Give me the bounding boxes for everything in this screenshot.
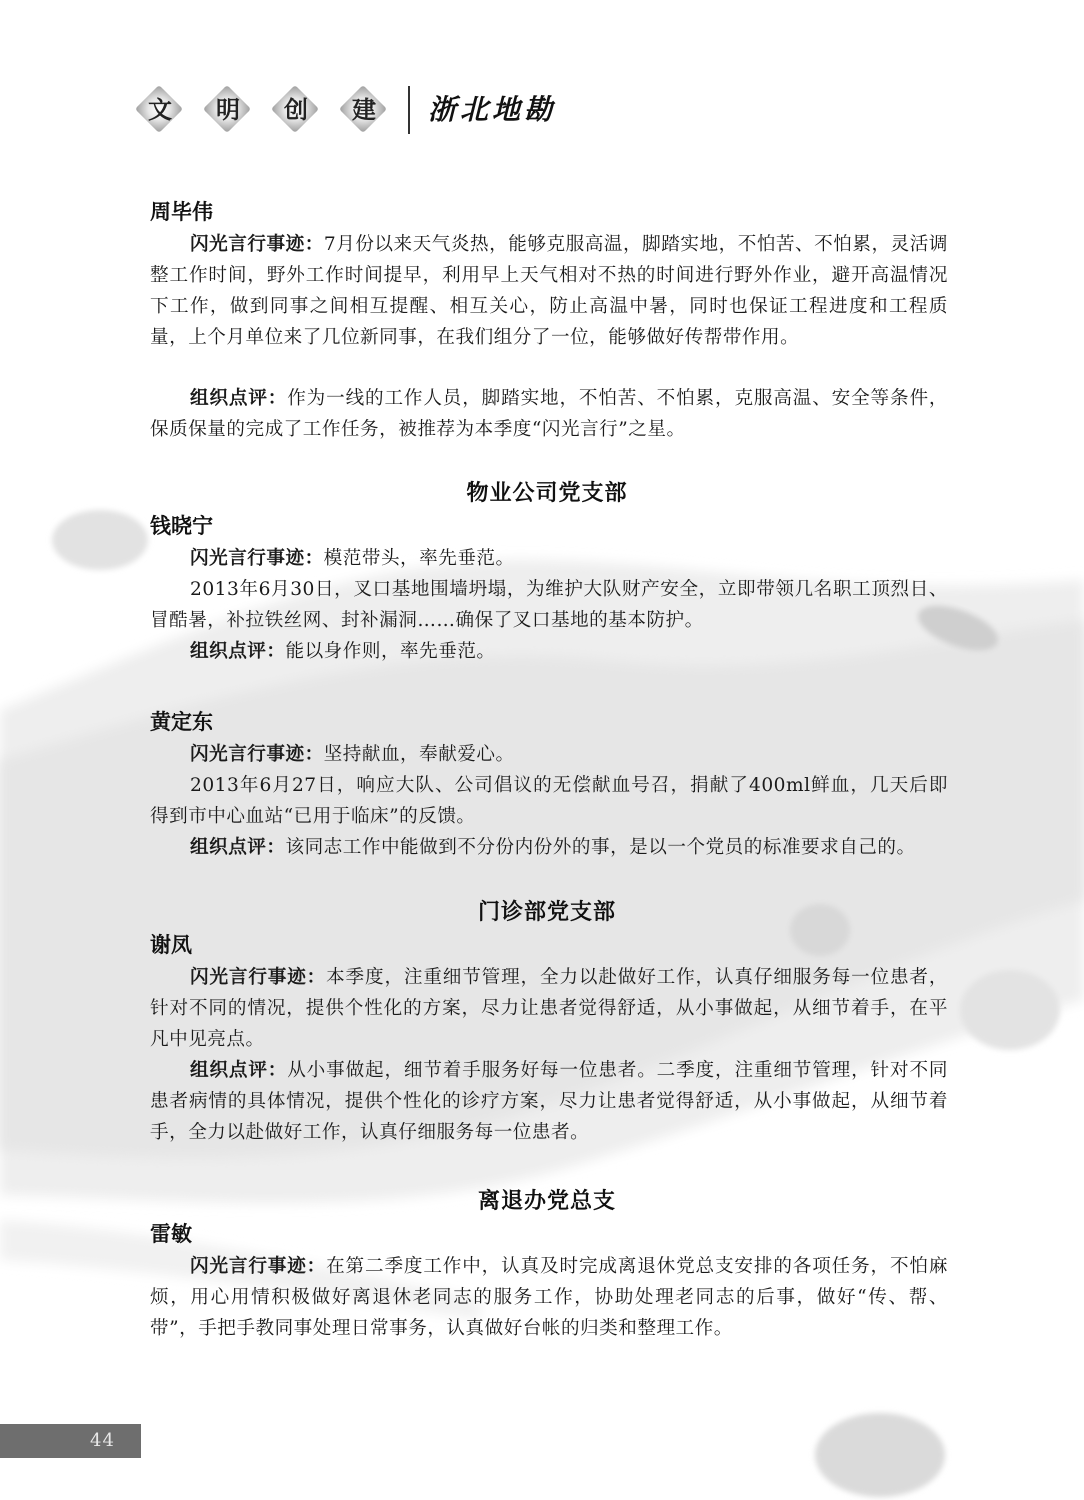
label-deeds: 闪光言行事迹： [190,548,324,569]
paragraph-deeds [150,229,948,353]
person-name: 雷敏 [150,1222,192,1246]
label-comment: 组织点评： [190,1060,288,1081]
label-comment: 组织点评： [190,641,286,662]
header-char-2: 明 [216,95,240,124]
paragraph-deeds [150,1251,948,1344]
paragraph-text: 2013年6月27日，响应大队、公司倡议的无偿献血号召，捐献了400ml鲜血，几天后即得到市中心血站“已用于临床”的反馈。 [150,775,948,827]
label-deeds: 闪光言行事迹： [190,744,324,765]
paragraph-comment [150,636,948,667]
paragraph-text: 作为一线的工作人员，脚踏实地，不怕苦、不怕累，克服高温、安全等条件，保质保量的完成了工作任务，被推荐为本季度“闪光言行”之星。 [150,388,948,440]
header-char-3: 创 [284,95,308,124]
paragraph-text: 该同志工作中能做到不分份内份外的事，是以一个党员的标准要求自己的。 [285,837,916,858]
paragraph-text: 7月份以来天气炎热，能够克服高温，脚踏实地，不怕苦、不怕累，灵活调整工作时间，野外工作时间提早，利用早上天气相对不热的时间进行野外作业，避开高温情况下工作，做到同事之间相互提醒、相互关心，防止高温中暑，同时也保证工程进度和工程质量，上个月单位来了几位新同事，在我们组分了一位，能够做好传帮带作用。 [150,234,948,348]
header-diamond-3 [274,88,318,132]
page-header [130,82,650,136]
paragraph-deeds [150,739,948,770]
person-name: 黄定东 [150,710,213,734]
paragraph-deeds [150,962,948,1055]
paragraph-text: 在第二季度工作中，认真及时完成离退休党总支安排的各项任务，不怕麻烦，用心用情积极做好离退休老同志的服务工作，协助处理老同志的后事，做好“传、帮、带”，手把手教同事处理日常事务，认真做好台帐的归类和整理工作。 [150,1256,948,1339]
header-diamond-4 [342,88,386,132]
label-deeds: 闪光言行事迹： [190,234,324,255]
paragraph-text: 本季度，注重细节管理，全力以赴做好工作，认真仔细服务每一位患者，针对不同的情况，提供个性化的方案，尽力让患者觉得舒适，从小事做起，从细节着手，在平凡中见亮点。 [150,967,948,1050]
label-deeds: 闪光言行事迹： [190,967,327,988]
paragraph-deeds [150,543,948,574]
header-char-1: 文 [148,95,172,124]
paragraph-comment [150,832,948,863]
person-name: 周毕伟 [150,200,213,224]
paragraph-text: 坚持献血，奉献爱心。 [323,744,515,765]
header-subtitle: 浙北地勘 [428,93,557,126]
paragraph-text: 模范带头，率先垂范。 [323,548,515,569]
paragraph-detail [150,574,948,636]
paragraph-text: 2013年6月30日，叉口基地围墙坍塌，为维护大队财产安全，立即带领几名职工顶烈日、冒酷暑，补拉铁丝网、封补漏洞……确保了叉口基地的基本防护。 [150,579,948,631]
label-comment: 组织点评： [190,837,286,858]
paragraph-comment [150,1055,948,1148]
person-name: 钱晓宁 [150,514,213,538]
header-diamond-1 [138,88,182,132]
label-comment: 组织点评： [190,388,288,409]
person-name: 谢凤 [150,933,192,957]
page-number: 44 [90,1430,115,1451]
paragraph-text: 能以身作则，率先垂范。 [285,641,496,662]
header-divider [408,86,410,134]
section-title: 门诊部党支部 [477,900,616,925]
paragraph-text: 从小事做起，细节着手服务好每一位患者。二季度，注重细节管理，针对不同患者病情的具体情况，提供个性化的诊疗方案，尽力让患者觉得舒适，从小事做起，从细节着手，全力以赴做好工作，认真仔细服务每一位患者。 [150,1060,948,1143]
page-number-box [0,1424,141,1458]
paragraph-detail [150,770,948,832]
header-char-4: 建 [352,95,376,124]
section-title: 离退办党总支 [477,1189,616,1214]
label-deeds: 闪光言行事迹： [190,1256,327,1277]
section-title: 物业公司党支部 [466,481,628,506]
header-diamond-2 [206,88,250,132]
paragraph-comment [150,383,948,445]
